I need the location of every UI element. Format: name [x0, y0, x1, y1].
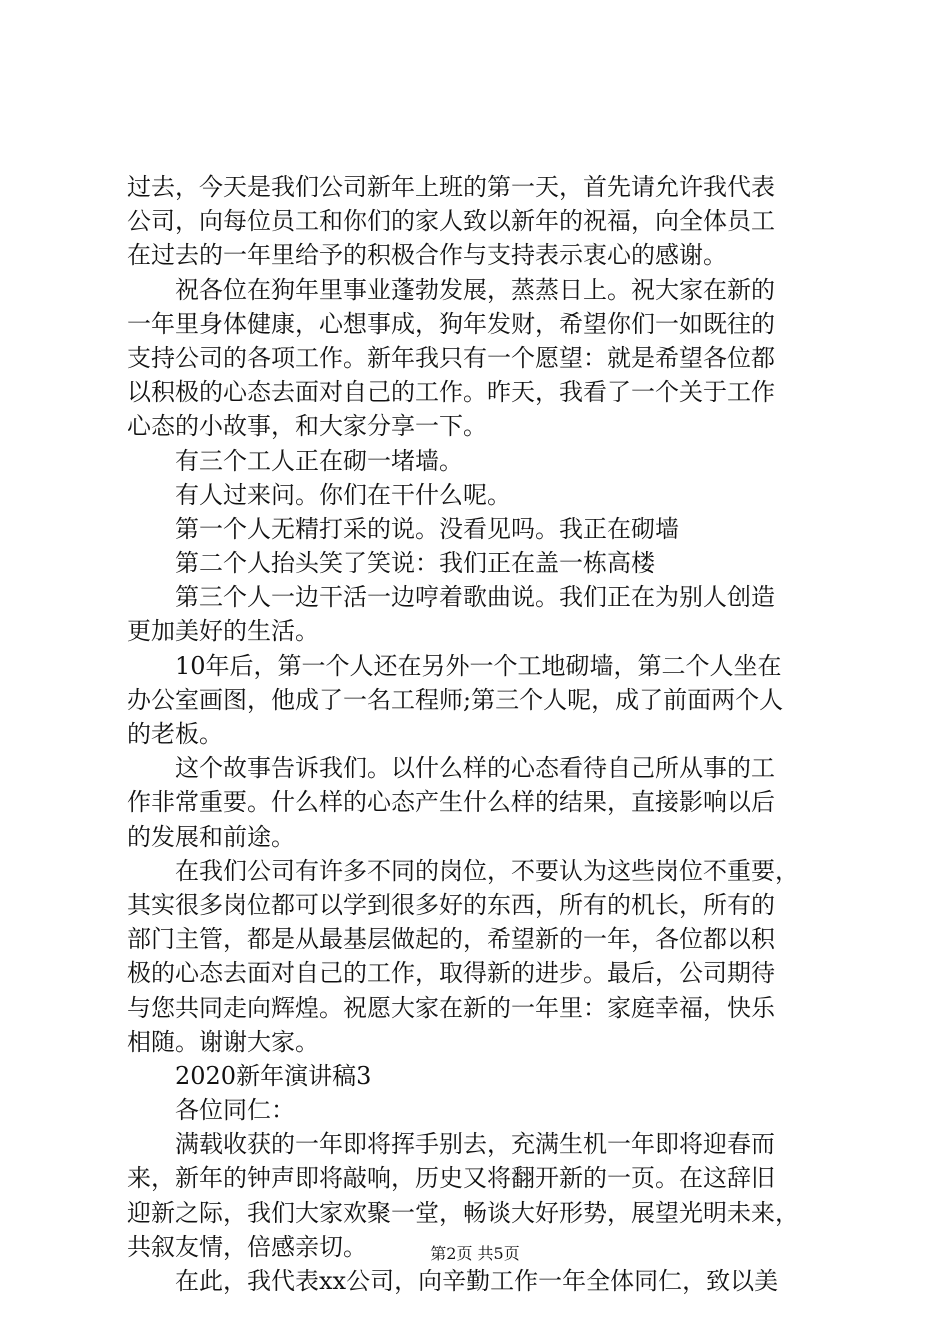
text-line: 的老板。 [127, 720, 223, 748]
text-line: 支持公司的各项工作。新年我只有一个愿望：就是希望各位都 [127, 343, 775, 372]
text-line: 有人过来问。你们在干什么呢。 [127, 480, 511, 509]
text-line: 第三个人一边干活一边哼着歌曲说。我们正在为别人创造 [127, 583, 775, 612]
text-line: 满载收获的一年即将挥手别去，充满生机一年即将迎春而 [127, 1130, 775, 1159]
text-line: 第二个人抬头笑了笑说：我们正在盖一栋高楼 [127, 549, 655, 578]
text-line: 其实很多岗位都可以学到很多好的东西，所有的机长，所有的 [127, 890, 775, 919]
text-line: 10年后，第一个人还在另外一个工地砌墙，第二个人坐在 [127, 651, 782, 680]
text-line: 心态的小故事，和大家分享一下。 [127, 412, 487, 441]
text-line: 在此，我代表xx公司，向辛勤工作一年全体同仁，致以美 [127, 1267, 779, 1295]
text-line: 共叙友情，倍感亲切。 [127, 1232, 367, 1261]
text-line: 部门主管，都是从最基层做起的，希望新的一年，各位都以积 [127, 925, 775, 954]
text-line: 这个故事告诉我们。以什么样的心态看待自己所从事的工 [127, 754, 775, 783]
text-line: 作非常重要。什么样的心态产生什么样的结果，直接影响以后 [127, 788, 775, 817]
text-line: 更加美好的生活。 [127, 617, 319, 646]
text-line: 以积极的心态去面对自己的工作。昨天，我看了一个关于工作 [127, 378, 775, 407]
page-number-footer: 第2页 共5页 [430, 1244, 520, 1263]
document-body [127, 170, 827, 1298]
text-line: 来，新年的钟声即将敲响，历史又将翻开新的一页。在这辞旧 [127, 1164, 775, 1193]
text-line: 一年里身体健康，心想事成，狗年发财，希望你们一如既往的 [127, 309, 775, 338]
text-line: 公司，向每位员工和你们的家人致以新年的祝福，向全体员工 [127, 207, 775, 236]
text-line: 有三个工人正在砌一堵墙。 [127, 446, 463, 475]
text-line: 极的心态去面对自己的工作，取得新的进步。最后，公司期待 [127, 959, 775, 988]
section-heading: 2020新年演讲稿3 [127, 1061, 372, 1090]
text-line: 与您共同走向辉煌。祝愿大家在新的一年里：家庭幸福，快乐 [127, 993, 775, 1022]
text-line: 在我们公司有许多不同的岗位，不要认为这些岗位不重要， [127, 856, 799, 885]
salutation: 各位同仁： [127, 1096, 295, 1125]
text-line: 迎新之际，我们大家欢聚一堂，畅谈大好形势，展望光明未来， [127, 1198, 799, 1227]
text-line: 办公室画图，他成了一名工程师;第三个人呢，成了前面两个人 [127, 685, 784, 714]
text-line: 在过去的一年里给予的积极合作与支持表示衷心的感谢。 [127, 241, 727, 270]
text-line: 过去，今天是我们公司新年上班的第一天，首先请允许我代表 [127, 173, 775, 201]
text-line: 祝各位在狗年里事业蓬勃发展，蒸蒸日上。祝大家在新的 [127, 275, 775, 304]
text-line: 相随。谢谢大家。 [127, 1027, 319, 1056]
text-line: 第一个人无精打采的说。没看见吗。我正在砌墙 [127, 514, 679, 543]
text-line: 的发展和前途。 [127, 822, 295, 851]
